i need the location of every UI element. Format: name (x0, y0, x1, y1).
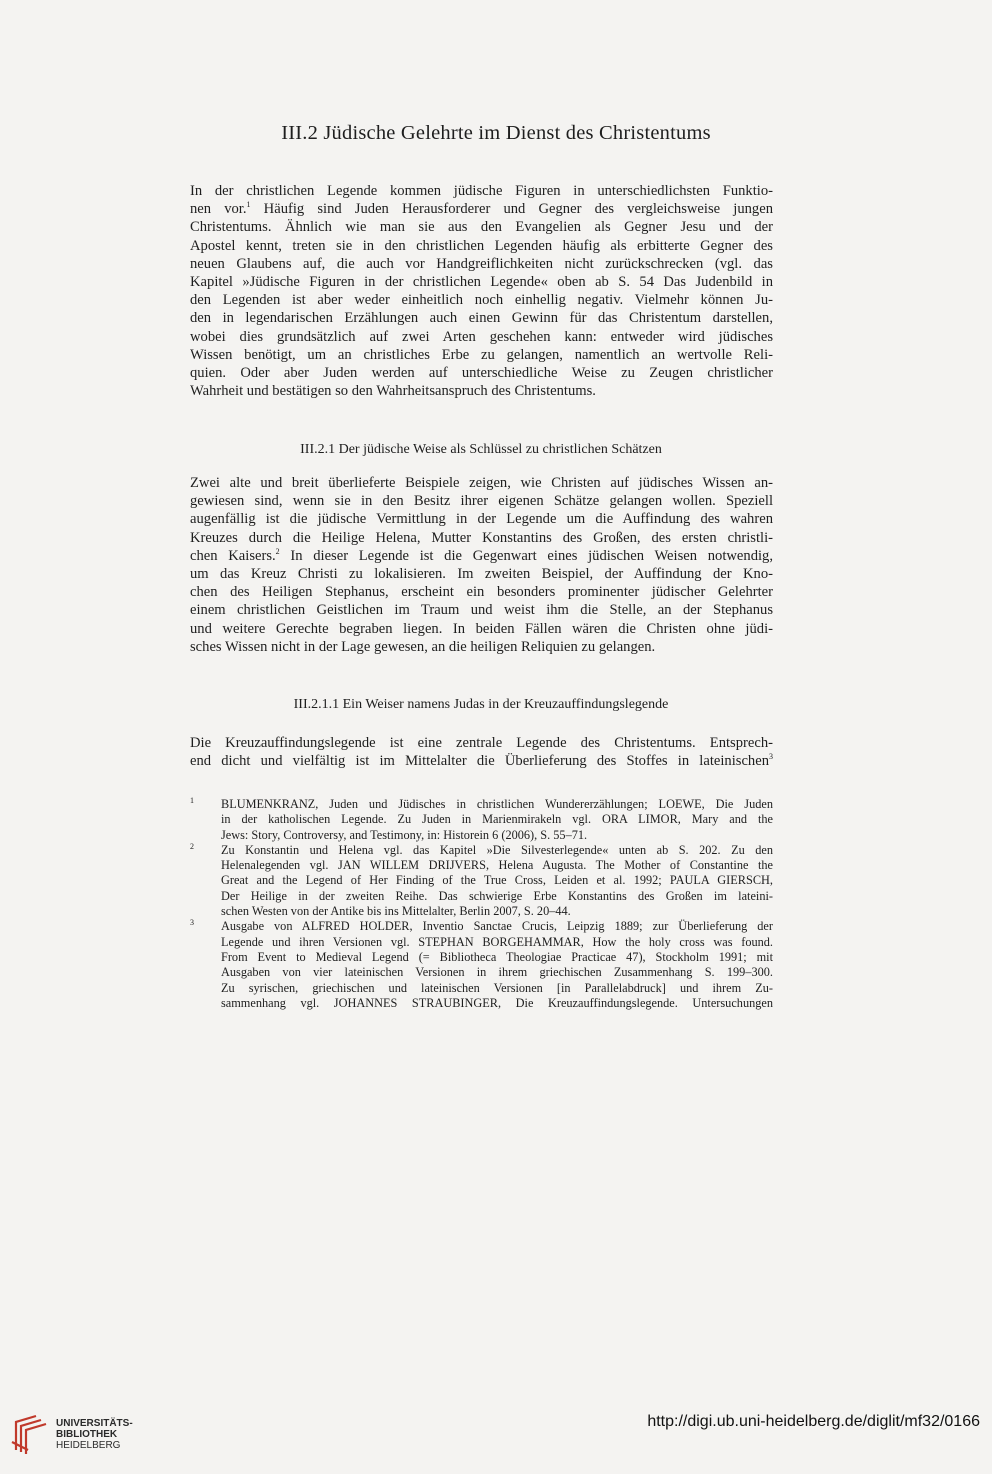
source-url-link[interactable]: http://digi.ub.uni-heidelberg.de/diglit/mf32/0166 (647, 1413, 980, 1430)
footnote-line: Legende und ihren Versionen vgl. STEPHAN BORGEHAMMAR, How the holy cross was found. (221, 934, 773, 949)
text-line: end dicht und vielfältig ist im Mittelalter die Überlieferung des Stoffes in lateinischen$^3$ (190, 752, 773, 770)
footnote-line: sammenhang vgl. JOHANNES STRAUBINGER, Die Kreuzauffindungslegende. Untersuchungen (221, 995, 773, 1010)
text-line: Christentums. Ähnlich wie man sie aus den Evangelien als Gegner Jesu und der (190, 219, 773, 236)
footnote-ref-2[interactable]: 2 (275, 546, 280, 556)
footnote-1 (190, 797, 773, 843)
text-line: neuen Glaubens auf, die auch vor Handgreiflichkeiten nicht zurückschrecken (vgl. das (190, 255, 773, 272)
text-line: gewiesen sind, wenn sie in den Besitz ihrer eigenen Schätze gelangen wollen. Speziell (190, 493, 773, 510)
footnote-number: 1 (190, 796, 194, 805)
text-line: wobei dies grundsätzlich auf zwei Arten geschehen kann: entweder wird jüdisches (190, 328, 773, 345)
logo-line: HEIDELBERG (56, 1440, 121, 1451)
footnote-ref-3[interactable]: 3 (769, 752, 773, 762)
library-name (56, 1418, 133, 1451)
library-emblem-icon (8, 1412, 52, 1456)
text-line: In der christlichen Legende kommen jüdische Figuren in unterschiedlichsten Funktio- (190, 183, 773, 199)
text-line: chen des Heiligen Stephanus, erscheint ein besonders prominenter jüdischer Gelehrter (190, 584, 773, 601)
text-line: sches Wissen nicht in der Lage gewesen, an die heiligen Reliquien zu gelangen. (190, 638, 656, 655)
text-line: chen Kaisers.$^2$ In dieser Legende ist die Gegenwart eines jüdischen Weisen notwendig, (190, 546, 773, 564)
footnote-line: Jews: Story, Controversy, and Testimony, in: Historein 6 (2006), S. 55–71. (221, 827, 588, 842)
text-line: um das Kreuz Christi zu lokalisieren. Im zweiten Beispiel, der Auffindung der Kno- (190, 566, 773, 583)
footnote-line: Ausgabe von ALFRED HOLDER, Inventio Sanctae Crucis, Leipzig 1889; zur Überlieferung der (221, 919, 773, 934)
footnote-line: Der Heilige in der zweiten Reihe. Das schwierige Erbe Konstantins des Großen im lateini- (221, 888, 773, 903)
library-logo[interactable] (8, 1412, 208, 1460)
logo-line: BIBLIOTHEK (56, 1429, 118, 1440)
footnote-line: schen Westen von der Antike bis ins Mittelalter, Berlin 2007, S. 20–44. (221, 904, 571, 919)
footnote-number: 2 (190, 841, 194, 851)
footnote-line: in der katholischen Legende. Zu Juden in Marienmirakeln vgl. ORA LIMOR, Mary and the (221, 812, 773, 827)
text-line: den Legenden ist aber weder einheitlich noch einhellig negativ. Vielmehr können Ju- (190, 292, 773, 309)
footnotes (190, 797, 773, 1011)
footnote-line: Zu Konstantin und Helena vgl. das Kapitel »Die Silvesterlegende« unten ab S. 202. Zu den (221, 842, 773, 857)
text-line: einem christlichen Geistlichen im Traum und weist ihm die Stelle, an der Stephanus (190, 602, 773, 619)
text-line: Wahrheit und bestätigen so den Wahrheitsanspruch des Christentums. (190, 383, 596, 400)
footnote-line: Zu syrischen, griechischen und lateinischen Versionen [in Parallelabdruck] und ihrem Zu- (221, 980, 773, 995)
footnote-3 (190, 919, 773, 1011)
footnote-line: Great and the Legend of Her Finding of the True Cross, Leiden et al. 1992; PAULA GIERSCH, (221, 873, 773, 888)
section-heading-2: III.2.1.1 Ein Weiser namens Judas in der Kreuzauffindungslegende (293, 697, 669, 712)
text-line: und weitere Gerechte begraben liegen. In beiden Fällen wären die Christen ohne jüdi- (190, 620, 773, 637)
intro-paragraph (190, 182, 773, 400)
footnote-line: Ausgaben von vier lateinischen Versionen in ihrem griechischen Zusammenhang S. 199–300. (221, 965, 773, 980)
page-title: III.2 Jüdische Gelehrte im Dienst des Christentums (281, 122, 711, 144)
footnote-ref-1[interactable]: 1 (246, 200, 251, 210)
section2-paragraph (190, 734, 773, 770)
footnote-number: 3 (190, 918, 194, 928)
text-line: Apostel kennt, treten sie in den christlichen Legenden häufig als erbitterte Gegner des (190, 237, 773, 254)
text-line: den in legendarischen Erzählungen auch einen Gewinn für das Christentum darstellen, (190, 310, 773, 327)
text-line: quien. Oder aber Juden werden auf unterschiedliche Weise zu Zeugen christlicher (190, 365, 773, 382)
logo-line: UNIVERSITÄTS- (56, 1418, 133, 1429)
text-line: Die Kreuzauffindungslegende ist eine zentrale Legende des Christentums. Entsprech- (190, 735, 773, 751)
text-line: Kreuzes durch die Heilige Helena, Mutter Konstantins des Großen, des ersten christli- (190, 529, 773, 546)
section-heading-1: III.2.1 Der jüdische Weise als Schlüssel zu christlichen Schätzen (300, 442, 662, 457)
footnote-line: From Event to Medieval Legend (= Bibliotheca Theologiae Practicae 47), Stockholm 1991; mit (221, 949, 773, 964)
footnote-line: Helenalegenden vgl. JAN WILLEM DRIJVERS, Helena Augusta. The Mother of Constantine the (221, 858, 773, 873)
section1-paragraph (190, 474, 773, 656)
text-line: Wissen benötigt, um an christliches Erbe zu gelangen, namentlich an wertvolle Reli- (190, 346, 773, 363)
text-line: augenfällig ist die jüdische Vermittlung in der Legende um die Auffindung des wahren (190, 511, 773, 528)
footnote-2 (190, 843, 773, 919)
footnote-line: BLUMENKRANZ, Juden und Jüdisches in christlichen Wundererzählungen; LOEWE, Die Juden (221, 797, 773, 811)
text-line: Zwei alte und breit überlieferte Beispiele zeigen, wie Christen auf jüdisches Wissen an- (190, 475, 773, 491)
text-line: nen vor.$^1$ Häufig sind Juden Herausforderer und Gegner des vergleichsweise jungen (190, 200, 773, 218)
text-line: Kapitel »Jüdische Figuren in der christlichen Legende« oben ab S. 54 Das Judenbild in (190, 274, 773, 291)
